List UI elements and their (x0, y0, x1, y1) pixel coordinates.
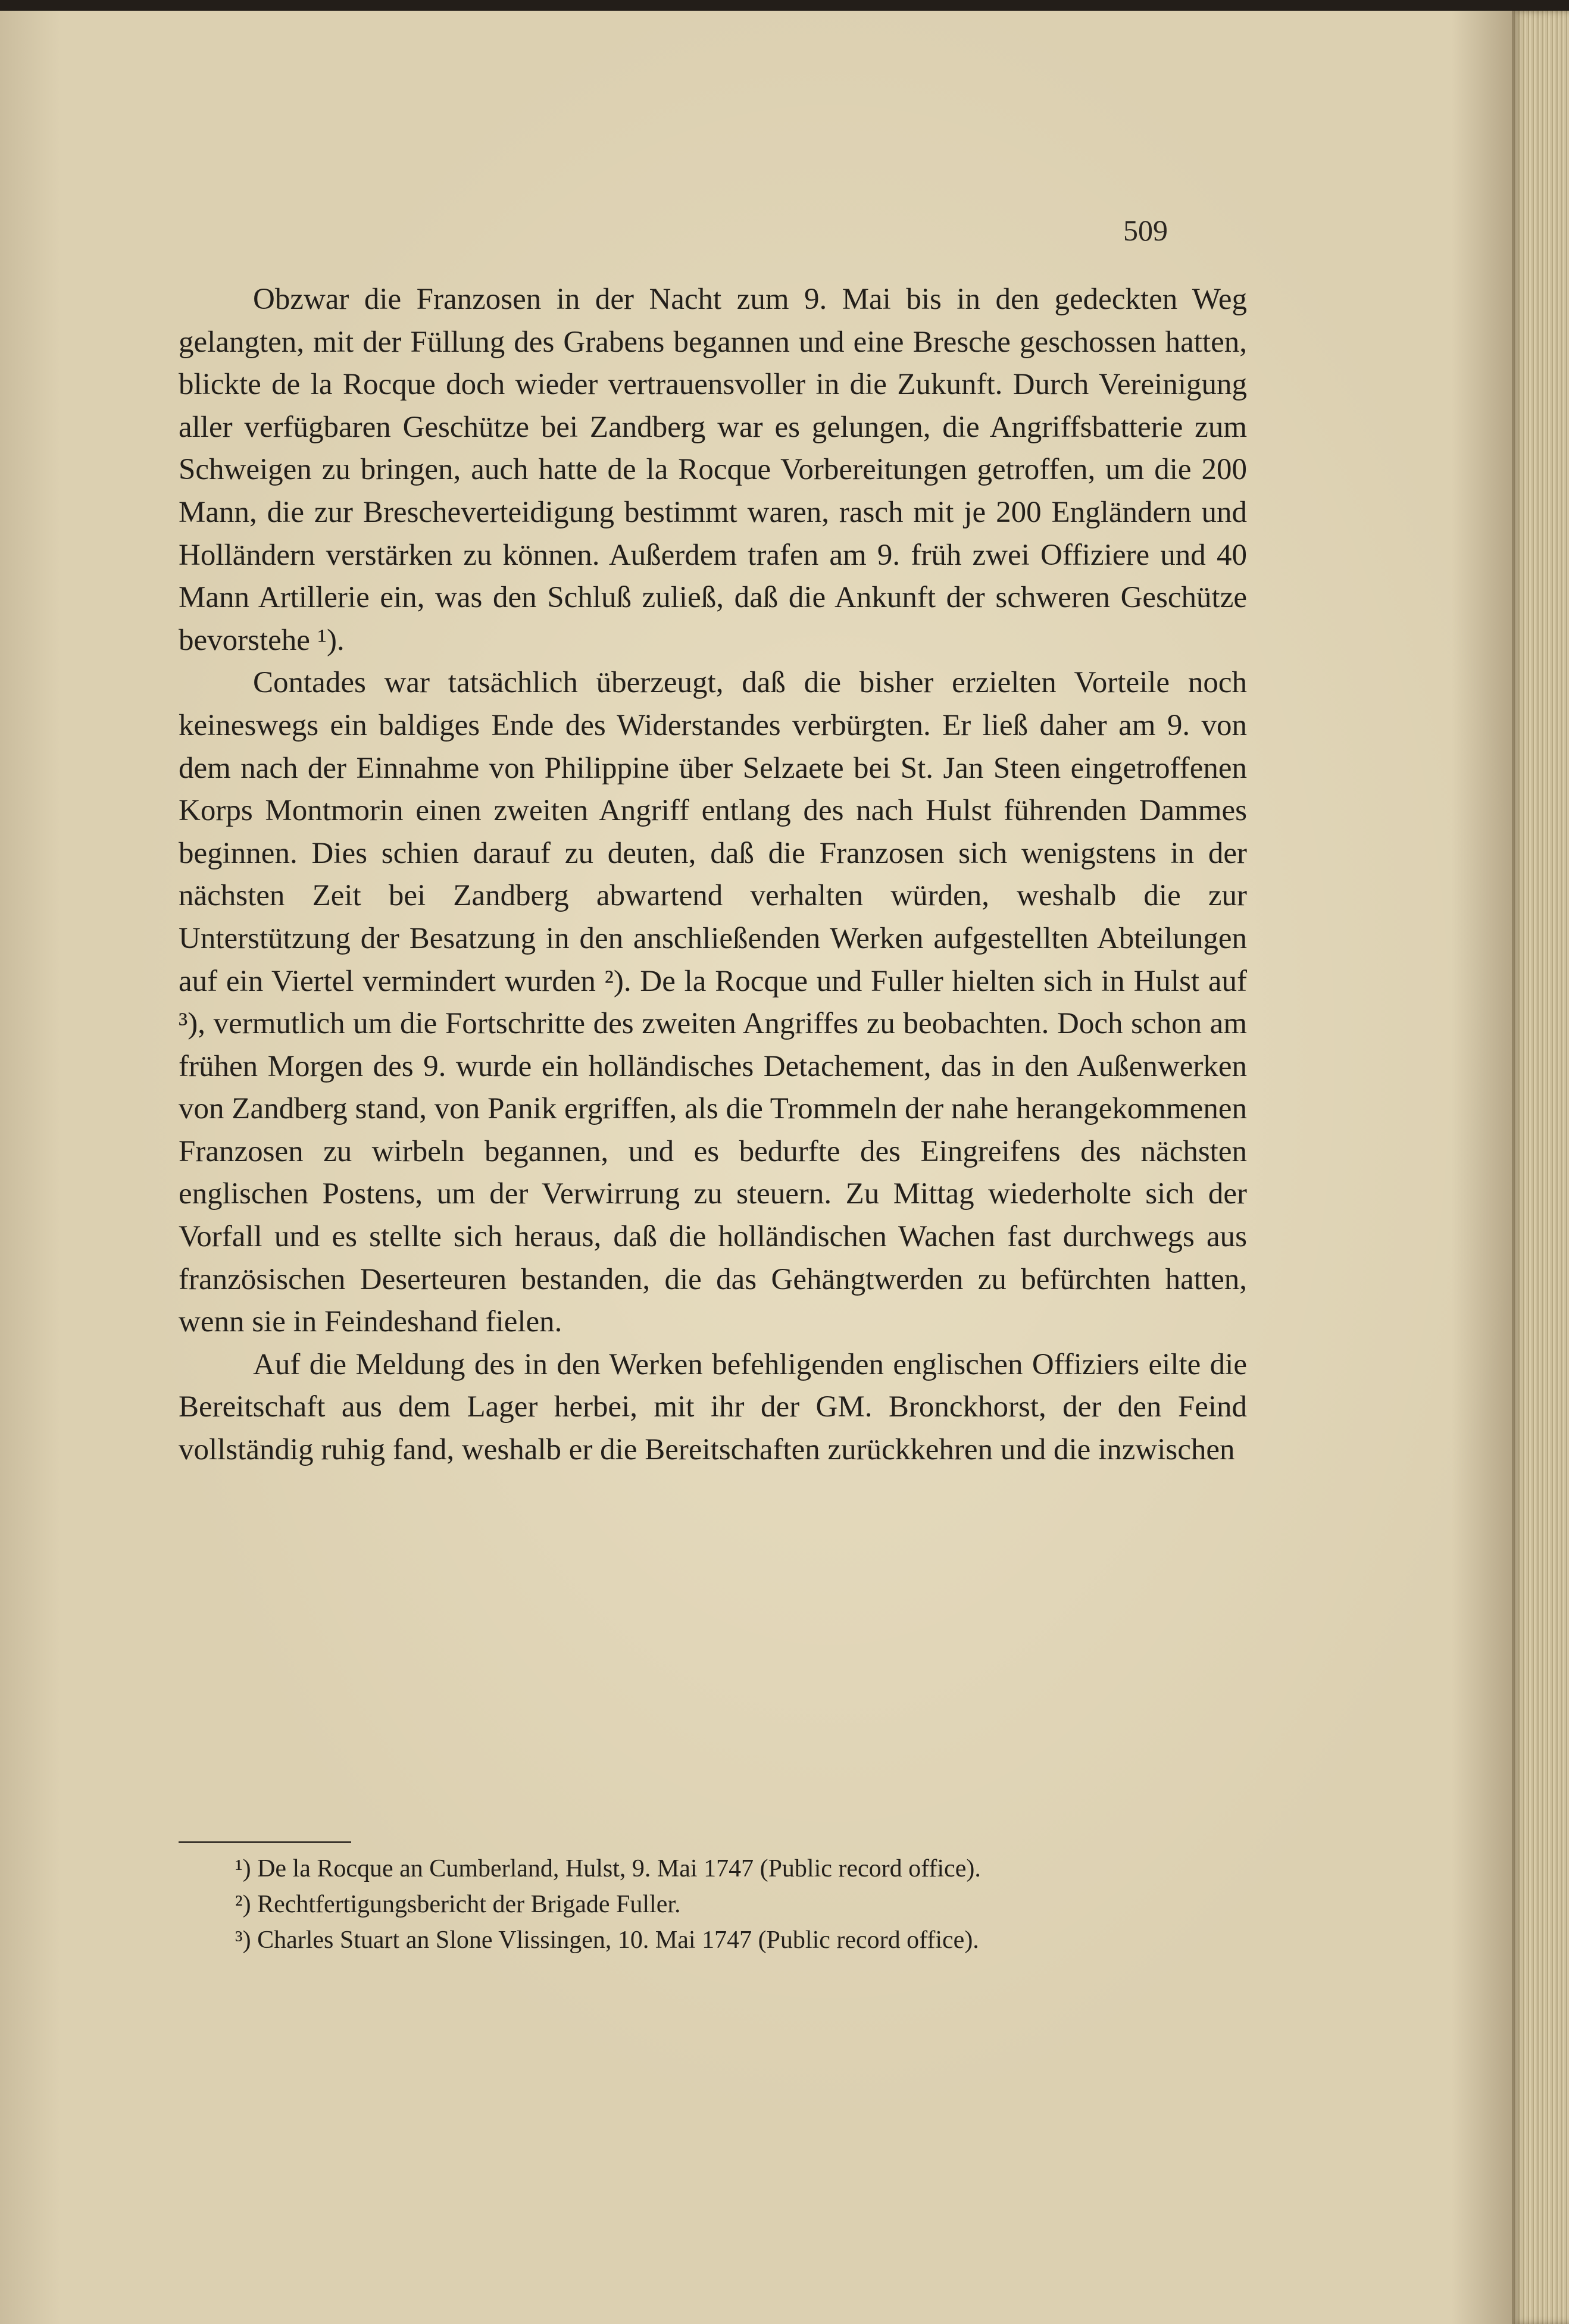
paragraph-3: Auf die Meldung des in den Werken befehligenden englischen Offiziers eilte die Bereitschaft aus dem Lager herbei, mit ihr der GM. Bronckhorst, der den Feind vollständig ruhig fand, weshalb er die Bereitschaften zurückkehren und die inzwischen (179, 1347, 1247, 1467)
paragraph-2: Contades war tatsächlich überzeugt, daß die bisher erzielten Vorteile noch keineswegs ein baldiges Ende des Widerstandes verbürgten. Er ließ daher am 9. von dem nach der Einnahme von Philippine über Selzaete bei St. Jan Steen eingetroffenen Korps Montmorin einen zweiten Angriff entlang des nach Hulst führenden Dammes beginnen. Dies schien darauf zu deuten, daß die Franzosen sich wenigstens in der nächsten Zeit bei Zandberg abwartend verhalten würden, weshalb die zur Unterstützung der Besatzung in den anschließenden Werken aufgestellten Abteilungen auf ein Viertel vermindert wurden ²). De la Rocque und Fuller hielten sich in Hulst auf ³), vermutlich um die Fortschritte des zweiten Angriffes zu beobachten. Doch schon am frühen Morgen des 9. wurde ein holländisches Detachement, das in den Außenwerken von Zandberg stand, von Panik ergriffen, als die Trommeln der nahe herangekommenen Franzosen zu wirbeln begannen, und es bedurfte des Eingreifens des nächsten englischen Postens, um der Verwirrung zu steuern. Zu Mittag wiederholte sich der Vorfall und es stellte sich heraus, daß die holländischen Wachen fast durchwegs aus französischen Deserteuren bestanden, die das Gehängtwerden zu befürchten hatten, wenn sie in Feindeshand fielen. (179, 666, 1247, 1339)
binding-edge (0, 0, 1569, 11)
footnote-2: ²) Rechtfertigungsbericht der Brigade Fuller. (235, 1891, 681, 1918)
footnote-1: ¹) De la Rocque an Cumberland, Hulst, 9. Mai 1747 (Public record office). (235, 1855, 981, 1882)
page-number: 509 (1123, 214, 1168, 247)
page-edges (1512, 11, 1569, 2324)
paragraph-1: Obzwar die Franzosen in der Nacht zum 9. Mai bis in den gedeckten Weg gelangten, mit der Füllung des Grabens begannen und eine Bresche geschossen hatten, blickte de la Rocque doch wieder vertrauensvoller in die Zukunft. Durch Vereinigung aller verfügbaren Geschütze bei Zandberg war es gelungen, die Angriffsbatterie zum Schweigen zu bringen, auch hatte de la Rocque Vorbereitungen getroffen, um die 200 Mann, die zur Brescheverteidigung bestimmt waren, rasch mit je 200 Engländern und Holländern verstärken zu können. Außerdem trafen am 9. früh zwei Offiziere und 40 Mann Artillerie ein, was den Schluß zuließ, daß die Ankunft der schweren Geschütze bevorstehe ¹). (179, 283, 1247, 657)
footnote-3: ³) Charles Stuart an Slone Vlissingen, 10. Mai 1747 (Public record office). (235, 1926, 979, 1954)
footnotes (179, 1851, 1247, 1958)
main-text (179, 279, 1247, 1472)
book-page (0, 11, 1512, 2324)
footnote-divider (179, 1841, 351, 1843)
